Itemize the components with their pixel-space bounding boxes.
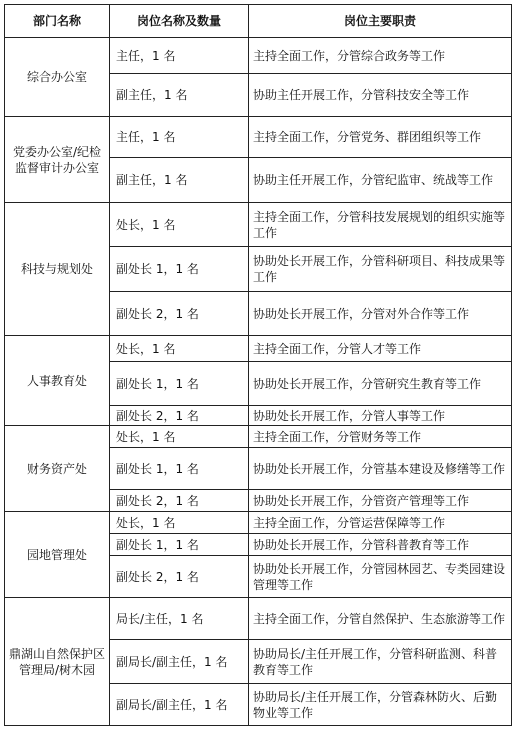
header-duty: 岗位主要职责 bbox=[249, 5, 512, 38]
duty-cell: 主持全面工作，分管运营保障等工作 bbox=[249, 512, 512, 534]
position-cell: 局长/主任，1 名 bbox=[110, 598, 249, 640]
duty-cell: 主持全面工作，分管自然保护、生态旅游等工作 bbox=[249, 598, 512, 640]
dept-name: 财务资产处 bbox=[5, 426, 110, 512]
position-cell: 主任，1 名 bbox=[110, 38, 249, 74]
position-cell: 主任，1 名 bbox=[110, 117, 249, 158]
position-cell: 副处长 1，1 名 bbox=[110, 362, 249, 406]
dept-name: 科技与规划处 bbox=[5, 203, 110, 336]
position-cell: 处长，1 名 bbox=[110, 512, 249, 534]
duty-cell: 主持全面工作，分管科技发展规划的组织实施等工作 bbox=[249, 203, 512, 247]
position-cell: 副处长 2，1 名 bbox=[110, 406, 249, 426]
duty-cell: 主持全面工作，分管财务等工作 bbox=[249, 426, 512, 448]
position-cell: 处长，1 名 bbox=[110, 336, 249, 362]
dept-name: 鼎湖山自然保护区管理局/树木园 bbox=[5, 598, 110, 726]
position-cell: 副处长 1，1 名 bbox=[110, 534, 249, 556]
header-row bbox=[5, 5, 512, 38]
duty-cell: 协助局长/主任开展工作，分管森林防火、后勤物业等工作 bbox=[249, 684, 512, 726]
position-cell: 副局长/副主任，1 名 bbox=[110, 640, 249, 684]
position-cell: 副局长/副主任，1 名 bbox=[110, 684, 249, 726]
dept-name: 党委办公室/纪检监督审计办公室 bbox=[5, 117, 110, 203]
duty-cell: 协助局长/主任开展工作，分管科研监测、科普教育等工作 bbox=[249, 640, 512, 684]
duty-cell: 主持全面工作，分管党务、群团组织等工作 bbox=[249, 117, 512, 158]
duty-cell: 协助处长开展工作，分管对外合作等工作 bbox=[249, 292, 512, 336]
position-cell: 副处长 1，1 名 bbox=[110, 448, 249, 490]
table-row bbox=[5, 117, 512, 158]
duty-cell: 主持全面工作，分管综合政务等工作 bbox=[249, 38, 512, 74]
duty-cell: 协助主任开展工作，分管科技安全等工作 bbox=[249, 74, 512, 117]
duty-cell: 协助处长开展工作，分管研究生教育等工作 bbox=[249, 362, 512, 406]
position-cell: 副处长 1，1 名 bbox=[110, 247, 249, 292]
table-row bbox=[5, 203, 512, 247]
duty-cell: 协助处长开展工作，分管基本建设及修缮等工作 bbox=[249, 448, 512, 490]
duty-cell: 协助处长开展工作，分管科普教育等工作 bbox=[249, 534, 512, 556]
table-row bbox=[5, 38, 512, 74]
header-position: 岗位名称及数量 bbox=[110, 5, 249, 38]
position-cell: 副处长 2，1 名 bbox=[110, 490, 249, 512]
table-row bbox=[5, 598, 512, 640]
duty-cell: 协助处长开展工作，分管科研项目、科技成果等工作 bbox=[249, 247, 512, 292]
table-row bbox=[5, 426, 512, 448]
duty-cell: 协助处长开展工作，分管资产管理等工作 bbox=[249, 490, 512, 512]
dept-name: 园地管理处 bbox=[5, 512, 110, 598]
duty-cell: 协助处长开展工作，分管人事等工作 bbox=[249, 406, 512, 426]
position-cell: 副主任，1 名 bbox=[110, 74, 249, 117]
dept-name: 人事教育处 bbox=[5, 336, 110, 426]
position-table bbox=[4, 4, 512, 726]
duty-cell: 协助主任开展工作，分管纪监审、统战等工作 bbox=[249, 158, 512, 203]
position-cell: 副主任，1 名 bbox=[110, 158, 249, 203]
position-cell: 副处长 2，1 名 bbox=[110, 292, 249, 336]
position-cell: 副处长 2，1 名 bbox=[110, 556, 249, 598]
dept-name: 综合办公室 bbox=[5, 38, 110, 117]
table-row bbox=[5, 512, 512, 534]
header-dept: 部门名称 bbox=[5, 5, 110, 38]
position-cell: 处长，1 名 bbox=[110, 203, 249, 247]
duty-cell: 协助处长开展工作，分管园林园艺、专类园建设管理等工作 bbox=[249, 556, 512, 598]
table-row bbox=[5, 336, 512, 362]
position-cell: 处长，1 名 bbox=[110, 426, 249, 448]
duty-cell: 主持全面工作，分管人才等工作 bbox=[249, 336, 512, 362]
